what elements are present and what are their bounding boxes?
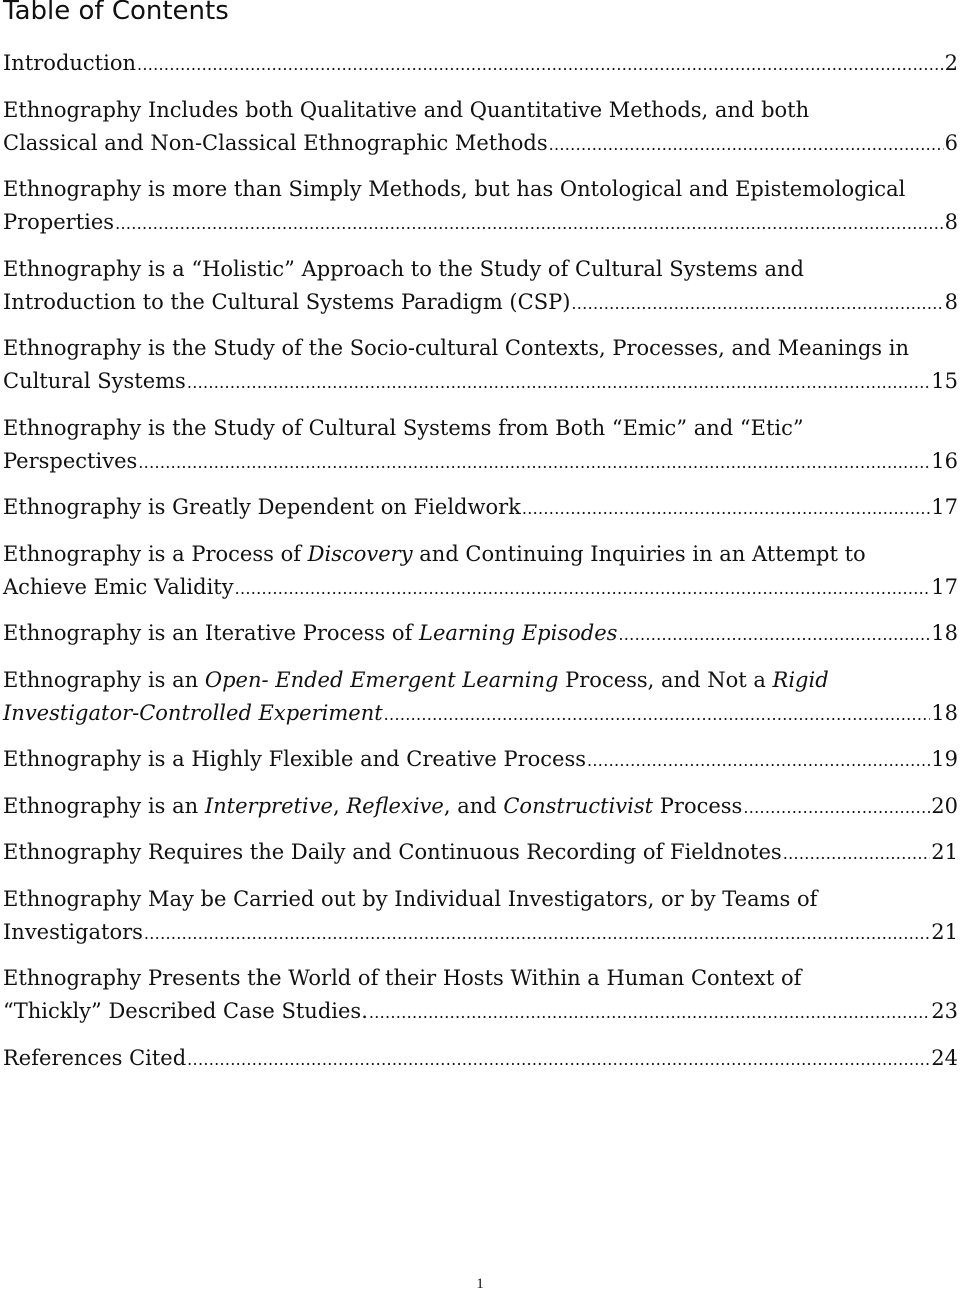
dot-leader xyxy=(549,128,944,161)
toc-page-number: 23 xyxy=(931,999,958,1023)
toc-entry[interactable] xyxy=(3,962,958,1029)
toc-page-number: 19 xyxy=(931,747,958,771)
toc-page-number: 21 xyxy=(931,919,958,944)
toc-entry-title: Ethnography is an Iterative Process of Learning Episodes xyxy=(3,621,618,645)
dot-leader xyxy=(743,791,930,824)
toc-entry-title: References Cited xyxy=(3,1045,187,1070)
toc-page-number: 8 xyxy=(944,210,958,234)
toc-entry[interactable] xyxy=(3,491,958,525)
toc-entry-title: Ethnography is the Study of the Socio-cultural Contexts, Processes, and Meanings in xyxy=(3,336,909,360)
toc-entry-title-cont: Cultural Systems xyxy=(3,369,186,393)
emphasis-text: Investigator-Controlled Experiment xyxy=(3,700,383,725)
toc-page-number: 18 xyxy=(931,621,958,645)
toc-entry[interactable] xyxy=(3,883,958,950)
toc-entry[interactable] xyxy=(3,94,958,161)
toc-entry-title: Ethnography is Greatly Dependent on Fieldwork xyxy=(3,495,521,519)
emphasis-text: Interpretive xyxy=(204,793,333,818)
toc-page-number: 18 xyxy=(931,700,958,725)
toc-page-number: 24 xyxy=(931,1045,958,1070)
toc-entry-title-cont: Properties xyxy=(3,210,115,234)
toc-entry-title: Ethnography May be Carried out by Individual Investigators, or by Teams of xyxy=(3,886,818,911)
toc-entry[interactable] xyxy=(3,47,958,81)
toc-page-number: 6 xyxy=(944,130,958,155)
dot-leader xyxy=(587,744,930,777)
toc-entry-title-cont: Classical and Non-Classical Ethnographic Methods xyxy=(3,130,548,155)
toc-page-number: 8 xyxy=(944,289,958,314)
toc-entry[interactable] xyxy=(3,253,958,320)
toc-entry[interactable] xyxy=(3,790,958,824)
dot-leader xyxy=(138,446,930,479)
toc-entry-title-cont: Investigators xyxy=(3,919,143,944)
dot-leader xyxy=(187,366,930,399)
toc-entry[interactable] xyxy=(3,836,958,870)
dot-leader xyxy=(235,572,931,605)
emphasis-text: Open- Ended Emergent Learning xyxy=(204,667,559,692)
toc-entry-title-cont: “Thickly” Described Case Studies. xyxy=(3,999,368,1023)
toc-entry[interactable] xyxy=(3,1042,958,1076)
table-of-contents xyxy=(3,47,958,1088)
toc-entry-title: Ethnography Presents the World of their Hosts Within a Human Context of xyxy=(3,966,802,990)
toc-entry-title: Ethnography Includes both Qualitative and Quantitative Methods, and both xyxy=(3,97,810,122)
dot-leader xyxy=(618,618,930,651)
toc-page-number: 16 xyxy=(931,448,958,473)
dot-leader xyxy=(369,996,930,1029)
toc-entry-title: Ethnography is a Highly Flexible and Creative Process xyxy=(3,747,587,771)
toc-entry[interactable] xyxy=(3,332,958,399)
toc-entry-title-cont: Perspectives xyxy=(3,448,138,473)
toc-page-number: 20 xyxy=(931,793,958,818)
emphasis-text: Learning Episodes xyxy=(419,621,618,645)
toc-entry[interactable] xyxy=(3,743,958,777)
dot-leader xyxy=(571,287,943,320)
toc-entry-title: Ethnography is the Study of Cultural Systems from Both “Emic” and “Etic” xyxy=(3,415,804,440)
emphasis-text: Discovery xyxy=(307,541,413,566)
toc-page-number: 21 xyxy=(931,840,958,864)
toc-entry[interactable] xyxy=(3,617,958,651)
emphasis-text: Reflexive xyxy=(346,793,444,818)
toc-entry-title: Ethnography Requires the Daily and Continuous Recording of Fieldnotes xyxy=(3,840,782,864)
toc-entry-title: Ethnography is a Process of Discovery and Continuing Inquiries in an Attempt to xyxy=(3,541,866,566)
toc-entry-title: Ethnography is more than Simply Methods, but has Ontological and Epistemological xyxy=(3,177,906,201)
page-title: Table of Contents xyxy=(3,0,229,26)
toc-entry-title-cont xyxy=(3,697,383,730)
dot-leader xyxy=(137,48,944,81)
dot-leader xyxy=(187,1043,930,1076)
dot-leader xyxy=(384,698,931,731)
dot-leader xyxy=(144,917,930,950)
toc-entry-title: Introduction xyxy=(3,51,136,75)
emphasis-text: Rigid xyxy=(772,667,829,692)
toc-entry-title: Ethnography is a “Holistic” Approach to the Study of Cultural Systems and xyxy=(3,256,804,281)
dot-leader xyxy=(522,492,930,525)
toc-entry[interactable] xyxy=(3,664,958,731)
dot-leader xyxy=(115,207,944,240)
emphasis-text: Constructivist xyxy=(503,793,654,818)
toc-entry[interactable] xyxy=(3,538,958,605)
toc-page-number: 17 xyxy=(931,495,958,519)
toc-entry[interactable] xyxy=(3,412,958,479)
toc-entry-title-cont: Introduction to the Cultural Systems Paradigm (CSP) xyxy=(3,289,571,314)
toc-page-number: 2 xyxy=(944,51,958,75)
toc-entry-title: Ethnography is an Interpretive, Reflexive, and Constructivist Process xyxy=(3,793,743,818)
page-number: 1 xyxy=(476,1276,484,1292)
dot-leader xyxy=(783,837,931,870)
toc-page-number: 15 xyxy=(931,369,958,393)
toc-page-number: 17 xyxy=(931,574,958,599)
toc-entry-title: Ethnography is an Open- Ended Emergent Learning Process, and Not a Rigid xyxy=(3,667,829,692)
toc-entry-title-cont: Achieve Emic Validity xyxy=(3,574,234,599)
toc-entry[interactable] xyxy=(3,173,958,240)
